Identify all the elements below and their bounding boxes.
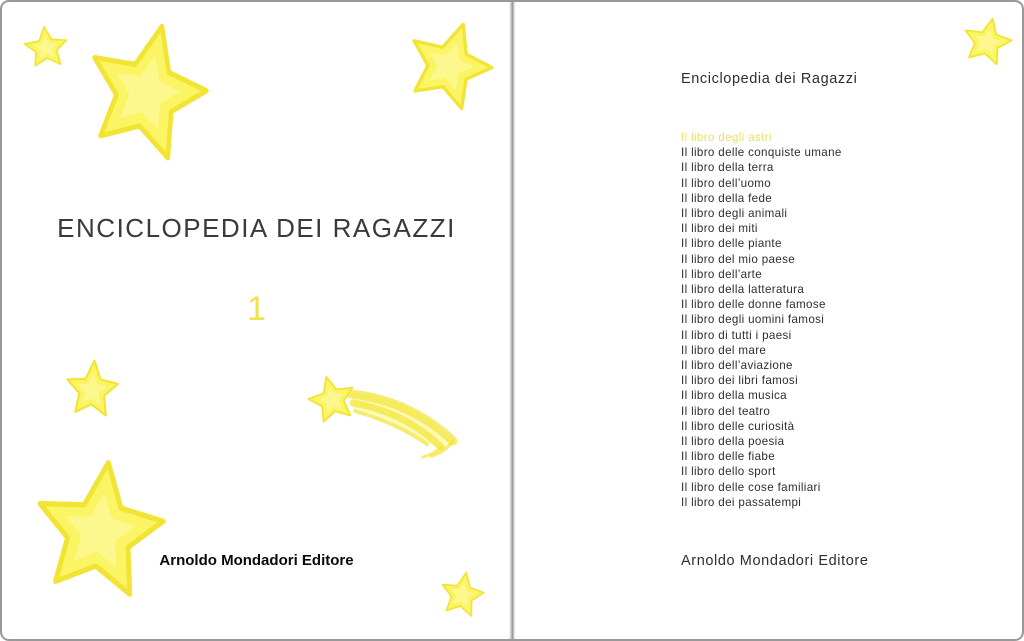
toc-item: Il libro del mare <box>681 343 767 357</box>
star-icon <box>80 18 212 168</box>
toc-item: Il libro delle piante <box>681 237 782 251</box>
toc-item: Il libro della latteratura <box>681 283 805 297</box>
publisher-right: Arnoldo Mondadori Editore <box>681 553 869 569</box>
toc-item: Il libro degli uomini famosi <box>681 313 825 327</box>
shooting-star-icon <box>305 370 465 460</box>
toc-item: Il libro delle fiabe <box>681 450 776 464</box>
star-icon <box>438 570 486 620</box>
star-icon <box>28 456 170 608</box>
star-icon <box>63 358 121 422</box>
toc-item: Il libro delle conquiste umane <box>681 146 842 160</box>
toc-item: Il libro della terra <box>681 161 774 175</box>
toc-item: Il libro dell’uomo <box>681 176 772 190</box>
toc-item: Il libro dell’arte <box>681 267 763 281</box>
star-icon <box>960 16 1014 68</box>
star-icon <box>402 18 496 114</box>
toc-list <box>681 130 842 510</box>
toc-item: Il libro degli animali <box>681 207 788 221</box>
toc-item: Il libro delle curiosità <box>681 419 795 433</box>
toc-item: Il libro del teatro <box>681 404 771 418</box>
toc-item: Il libro delle donne famose <box>681 298 826 312</box>
toc-item: Il libro dell’aviazione <box>681 359 793 373</box>
toc-item: Il libro delle cose familiari <box>681 480 821 494</box>
toc-item: Il libro del mio paese <box>681 252 796 266</box>
star-icon <box>22 25 70 71</box>
toc-item: Il libro dei miti <box>681 222 758 236</box>
volume-number: 1 <box>247 290 266 328</box>
toc-item: Il libro dei passatempi <box>681 495 802 509</box>
toc-item: Il libro della musica <box>681 389 787 403</box>
toc-item: Il libro di tutti i paesi <box>681 328 792 342</box>
toc-item: Il libro degli astri <box>681 131 772 144</box>
toc-item: Il libro dello sport <box>681 465 776 479</box>
book-title: ENCICLOPEDIA DEI RAGAZZI <box>57 213 456 244</box>
toc-item: Il libro della fede <box>681 191 773 205</box>
toc-item: Il libro della poesia <box>681 435 785 449</box>
series-title: Enciclopedia dei Ragazzi <box>681 71 858 87</box>
toc-item: Il libro dei libri famosi <box>681 374 798 388</box>
publisher-left: Arnoldo Mondadori Editore <box>159 552 354 569</box>
